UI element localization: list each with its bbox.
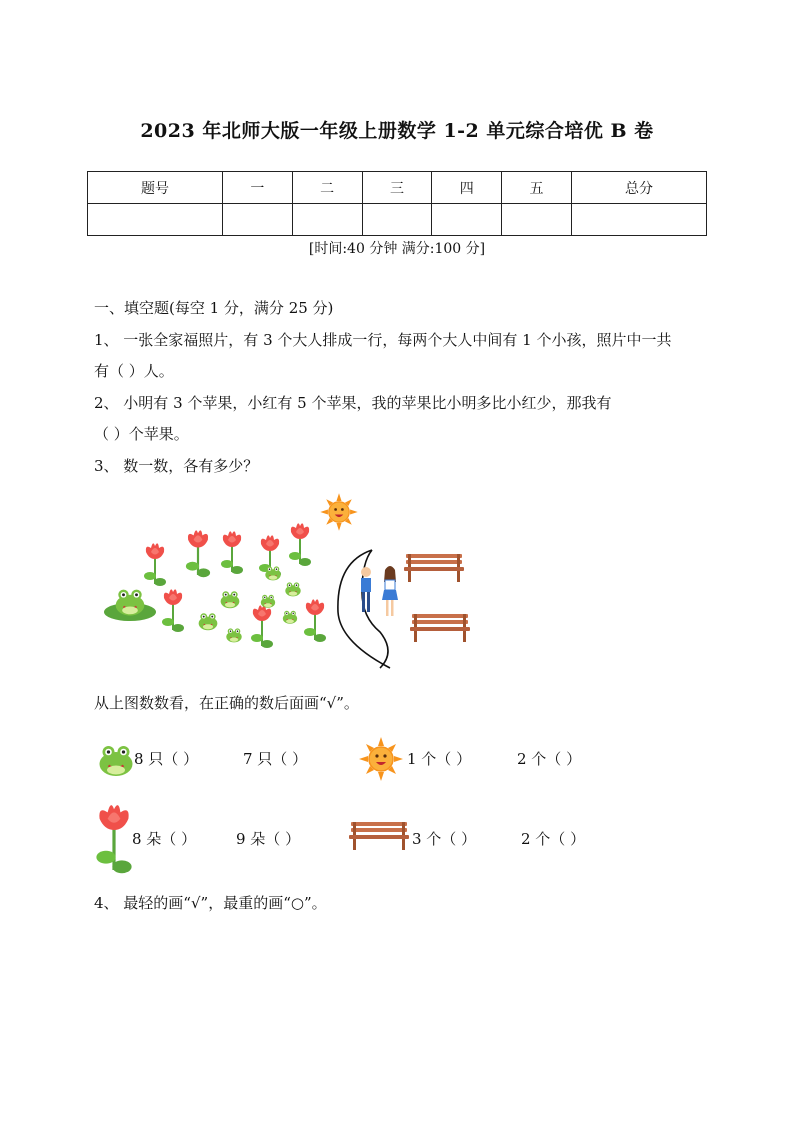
question-1-line-2: 有（ ）人。 [94, 362, 174, 380]
score-cell[interactable] [222, 204, 292, 236]
frog-icon [116, 590, 145, 616]
frog-icon [285, 582, 300, 596]
page-title: 2023 年北师大版一年级上册数学 1-2 单元综合培优 B 卷 [140, 120, 654, 142]
question-2-line-2: （ ）个苹果。 [94, 425, 189, 443]
score-cell[interactable] [571, 204, 706, 236]
flower-icon [289, 523, 311, 566]
flower-icon [251, 605, 273, 648]
frog-icon [96, 738, 136, 778]
score-table [87, 171, 707, 236]
score-cell[interactable] [432, 204, 502, 236]
question-1-line-1: 1、 一张全家福照片，有 3 个大人排成一行，每两个大人中间有 1 个小孩，照片中一共 [94, 331, 672, 349]
frog-icon [199, 613, 218, 630]
bench-option-3[interactable]: 3 个（ ） [412, 830, 477, 848]
score-cell[interactable] [362, 204, 432, 236]
time-info: [时间:40 分钟 满分:100 分] [308, 241, 486, 257]
score-cell[interactable] [88, 204, 223, 236]
sun-icon [320, 493, 357, 530]
counting-illustration [100, 492, 480, 672]
flower-option-8[interactable]: 8 朵（ ） [132, 830, 197, 848]
frog-option-8[interactable]: 8 只（ ） [134, 750, 199, 768]
frog-icon [221, 591, 240, 608]
score-cell[interactable] [502, 204, 572, 236]
frog-icon [226, 628, 241, 642]
frog-icon [265, 566, 280, 580]
score-cell[interactable] [292, 204, 362, 236]
question-3: 3、 数一数，各有多少？ [94, 457, 259, 475]
bench-icon [346, 818, 412, 858]
section-heading: 一、填空题(每空 1 分，满分 25 分) [94, 299, 334, 317]
flower-icon [96, 802, 132, 874]
bench-icon [404, 554, 464, 582]
frog-icon [283, 611, 297, 624]
score-header-cell: 一 [222, 172, 292, 204]
score-header-cell: 三 [362, 172, 432, 204]
frog-icon [261, 595, 275, 608]
instruction: 从上图数数看，在正确的数后面画“√”。 [94, 694, 359, 712]
sun-option-2[interactable]: 2 个（ ） [517, 750, 582, 768]
score-header-cell: 二 [292, 172, 362, 204]
flower-icon [162, 589, 184, 632]
bench-option-2[interactable]: 2 个（ ） [521, 830, 586, 848]
score-header-cell: 题号 [88, 172, 223, 204]
score-header-row [88, 172, 707, 204]
flower-icon [221, 531, 243, 574]
flower-icon [144, 543, 166, 586]
score-header-cell: 总分 [571, 172, 706, 204]
question-4: 4、 最轻的画“√”，最重的画“○”。 [94, 894, 327, 912]
people-icon [361, 566, 398, 616]
flower-option-9[interactable]: 9 朵（ ） [236, 830, 301, 848]
flower-icon [186, 530, 210, 577]
score-header-cell: 四 [432, 172, 502, 204]
question-2-line-1: 2、 小明有 3 个苹果，小红有 5 个苹果，我的苹果比小明多比小红少，那我有 [94, 394, 612, 412]
flower-icon [304, 599, 326, 642]
score-header-cell: 五 [502, 172, 572, 204]
sun-icon [356, 734, 406, 784]
score-value-row [88, 204, 707, 236]
frog-option-7[interactable]: 7 只（ ） [243, 750, 308, 768]
sun-option-1[interactable]: 1 个（ ） [407, 750, 472, 768]
bench-icon [410, 614, 470, 642]
